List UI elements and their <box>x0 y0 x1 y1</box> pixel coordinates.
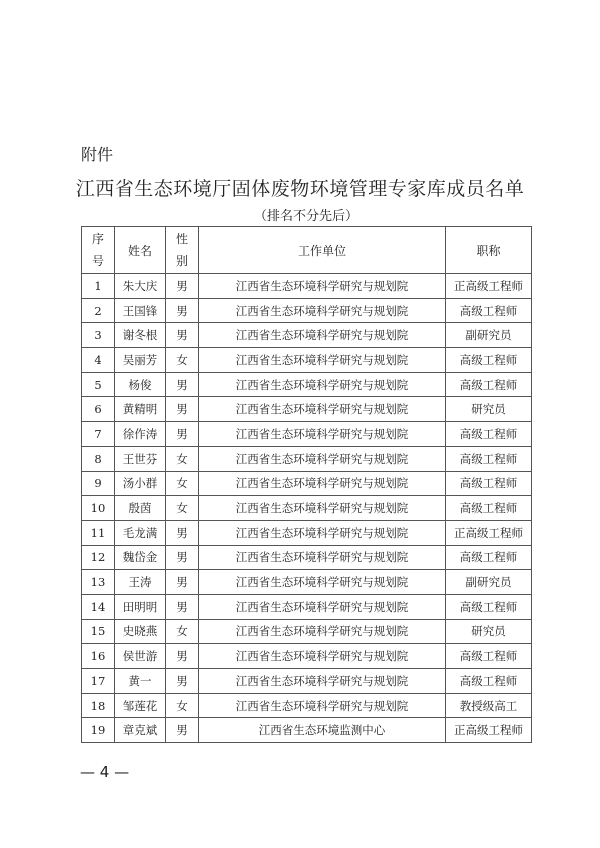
header-gender-label: 性别 <box>176 232 189 268</box>
cell-name: 毛龙满 <box>115 520 166 545</box>
header-gender <box>166 227 199 274</box>
cell-seq: 14 <box>82 594 115 619</box>
cell-unit: 江西省生态环境科学研究与规划院 <box>199 520 446 545</box>
cell-name: 侯世游 <box>115 644 166 669</box>
cell-name: 田明明 <box>115 594 166 619</box>
cell-unit: 江西省生态环境科学研究与规划院 <box>199 372 446 397</box>
cell-title: 正高级工程师 <box>446 274 532 299</box>
cell-gender: 女 <box>166 496 199 521</box>
cell-gender: 女 <box>166 446 199 471</box>
cell-unit: 江西省生态环境科学研究与规划院 <box>199 471 446 496</box>
table-row <box>82 446 532 471</box>
cell-seq: 5 <box>82 372 115 397</box>
cell-gender: 男 <box>166 570 199 595</box>
cell-gender: 女 <box>166 348 199 373</box>
table-row <box>82 298 532 323</box>
cell-title: 高级工程师 <box>446 644 532 669</box>
table-row <box>82 594 532 619</box>
cell-name: 杨俊 <box>115 372 166 397</box>
cell-seq: 3 <box>82 323 115 348</box>
cell-title: 高级工程师 <box>446 594 532 619</box>
cell-title: 高级工程师 <box>446 496 532 521</box>
cell-unit: 江西省生态环境科学研究与规划院 <box>199 570 446 595</box>
cell-title: 高级工程师 <box>446 669 532 694</box>
cell-name: 黄精明 <box>115 397 166 422</box>
cell-seq: 4 <box>82 348 115 373</box>
cell-title: 副研究员 <box>446 570 532 595</box>
attachment-label: 附件 <box>81 145 114 164</box>
cell-unit: 江西省生态环境监测中心 <box>199 718 446 743</box>
cell-gender: 男 <box>166 718 199 743</box>
cell-name: 朱大庆 <box>115 274 166 299</box>
cell-unit: 江西省生态环境科学研究与规划院 <box>199 594 446 619</box>
cell-title: 研究员 <box>446 397 532 422</box>
cell-gender: 男 <box>166 644 199 669</box>
cell-unit: 江西省生态环境科学研究与规划院 <box>199 644 446 669</box>
cell-seq: 9 <box>82 471 115 496</box>
cell-name: 王涛 <box>115 570 166 595</box>
cell-name: 邹莲花 <box>115 693 166 718</box>
cell-unit: 江西省生态环境科学研究与规划院 <box>199 446 446 471</box>
table-row <box>82 397 532 422</box>
cell-unit: 江西省生态环境科学研究与规划院 <box>199 397 446 422</box>
cell-unit: 江西省生态环境科学研究与规划院 <box>199 348 446 373</box>
table-row <box>82 348 532 373</box>
cell-title: 高级工程师 <box>446 372 532 397</box>
expert-table <box>81 226 532 743</box>
cell-seq: 16 <box>82 644 115 669</box>
cell-gender: 女 <box>166 693 199 718</box>
cell-seq: 19 <box>82 718 115 743</box>
cell-unit: 江西省生态环境科学研究与规划院 <box>199 422 446 447</box>
cell-gender: 男 <box>166 323 199 348</box>
table-row <box>82 718 532 743</box>
cell-name: 黄一 <box>115 669 166 694</box>
document-subtitle: （排名不分先后） <box>253 209 358 224</box>
header-name: 姓名 <box>115 227 166 274</box>
table-row <box>82 372 532 397</box>
table-row <box>82 323 532 348</box>
header-seq <box>82 227 115 274</box>
table-row <box>82 422 532 447</box>
header-unit: 工作单位 <box>199 227 446 274</box>
cell-gender: 男 <box>166 669 199 694</box>
cell-gender: 男 <box>166 545 199 570</box>
cell-unit: 江西省生态环境科学研究与规划院 <box>199 496 446 521</box>
page-number: — 4 — <box>80 763 130 781</box>
cell-seq: 15 <box>82 619 115 644</box>
table-row <box>82 570 532 595</box>
cell-name: 徐作涛 <box>115 422 166 447</box>
cell-unit: 江西省生态环境科学研究与规划院 <box>199 274 446 299</box>
cell-name: 吴丽芳 <box>115 348 166 373</box>
cell-title: 教授级高工 <box>446 693 532 718</box>
cell-gender: 女 <box>166 471 199 496</box>
cell-seq: 11 <box>82 520 115 545</box>
table-row <box>82 693 532 718</box>
cell-seq: 8 <box>82 446 115 471</box>
cell-seq: 1 <box>82 274 115 299</box>
cell-title: 高级工程师 <box>446 446 532 471</box>
cell-unit: 江西省生态环境科学研究与规划院 <box>199 298 446 323</box>
cell-name: 王国锋 <box>115 298 166 323</box>
cell-title: 副研究员 <box>446 323 532 348</box>
cell-gender: 男 <box>166 298 199 323</box>
cell-title: 正高级工程师 <box>446 718 532 743</box>
cell-seq: 7 <box>82 422 115 447</box>
cell-gender: 女 <box>166 619 199 644</box>
cell-title: 高级工程师 <box>446 298 532 323</box>
table-row <box>82 496 532 521</box>
cell-title: 正高级工程师 <box>446 520 532 545</box>
table-row <box>82 520 532 545</box>
table-row <box>82 471 532 496</box>
cell-seq: 10 <box>82 496 115 521</box>
cell-unit: 江西省生态环境科学研究与规划院 <box>199 669 446 694</box>
cell-seq: 18 <box>82 693 115 718</box>
cell-name: 汤小群 <box>115 471 166 496</box>
cell-unit: 江西省生态环境科学研究与规划院 <box>199 323 446 348</box>
document-title: 江西省生态环境厅固体废物环境管理专家库成员名单 <box>75 178 525 200</box>
table-header-row <box>82 227 532 274</box>
cell-unit: 江西省生态环境科学研究与规划院 <box>199 619 446 644</box>
cell-unit: 江西省生态环境科学研究与规划院 <box>199 545 446 570</box>
table-row <box>82 619 532 644</box>
cell-title: 研究员 <box>446 619 532 644</box>
cell-title: 高级工程师 <box>446 471 532 496</box>
cell-name: 章克斌 <box>115 718 166 743</box>
table-row <box>82 669 532 694</box>
cell-gender: 男 <box>166 594 199 619</box>
cell-name: 殷茵 <box>115 496 166 521</box>
cell-name: 魏岱金 <box>115 545 166 570</box>
cell-gender: 男 <box>166 422 199 447</box>
cell-gender: 男 <box>166 372 199 397</box>
cell-gender: 男 <box>166 274 199 299</box>
header-seq-label: 序号 <box>92 232 105 268</box>
cell-seq: 13 <box>82 570 115 595</box>
cell-gender: 男 <box>166 520 199 545</box>
cell-name: 谢冬根 <box>115 323 166 348</box>
cell-title: 高级工程师 <box>446 545 532 570</box>
cell-seq: 17 <box>82 669 115 694</box>
table-row <box>82 274 532 299</box>
cell-unit: 江西省生态环境科学研究与规划院 <box>199 693 446 718</box>
cell-name: 史晓燕 <box>115 619 166 644</box>
cell-title: 高级工程师 <box>446 422 532 447</box>
cell-gender: 男 <box>166 397 199 422</box>
table-row <box>82 644 532 669</box>
cell-name: 王世芬 <box>115 446 166 471</box>
cell-seq: 6 <box>82 397 115 422</box>
cell-title: 高级工程师 <box>446 348 532 373</box>
table-row <box>82 545 532 570</box>
cell-seq: 12 <box>82 545 115 570</box>
cell-seq: 2 <box>82 298 115 323</box>
header-title: 职称 <box>446 227 532 274</box>
